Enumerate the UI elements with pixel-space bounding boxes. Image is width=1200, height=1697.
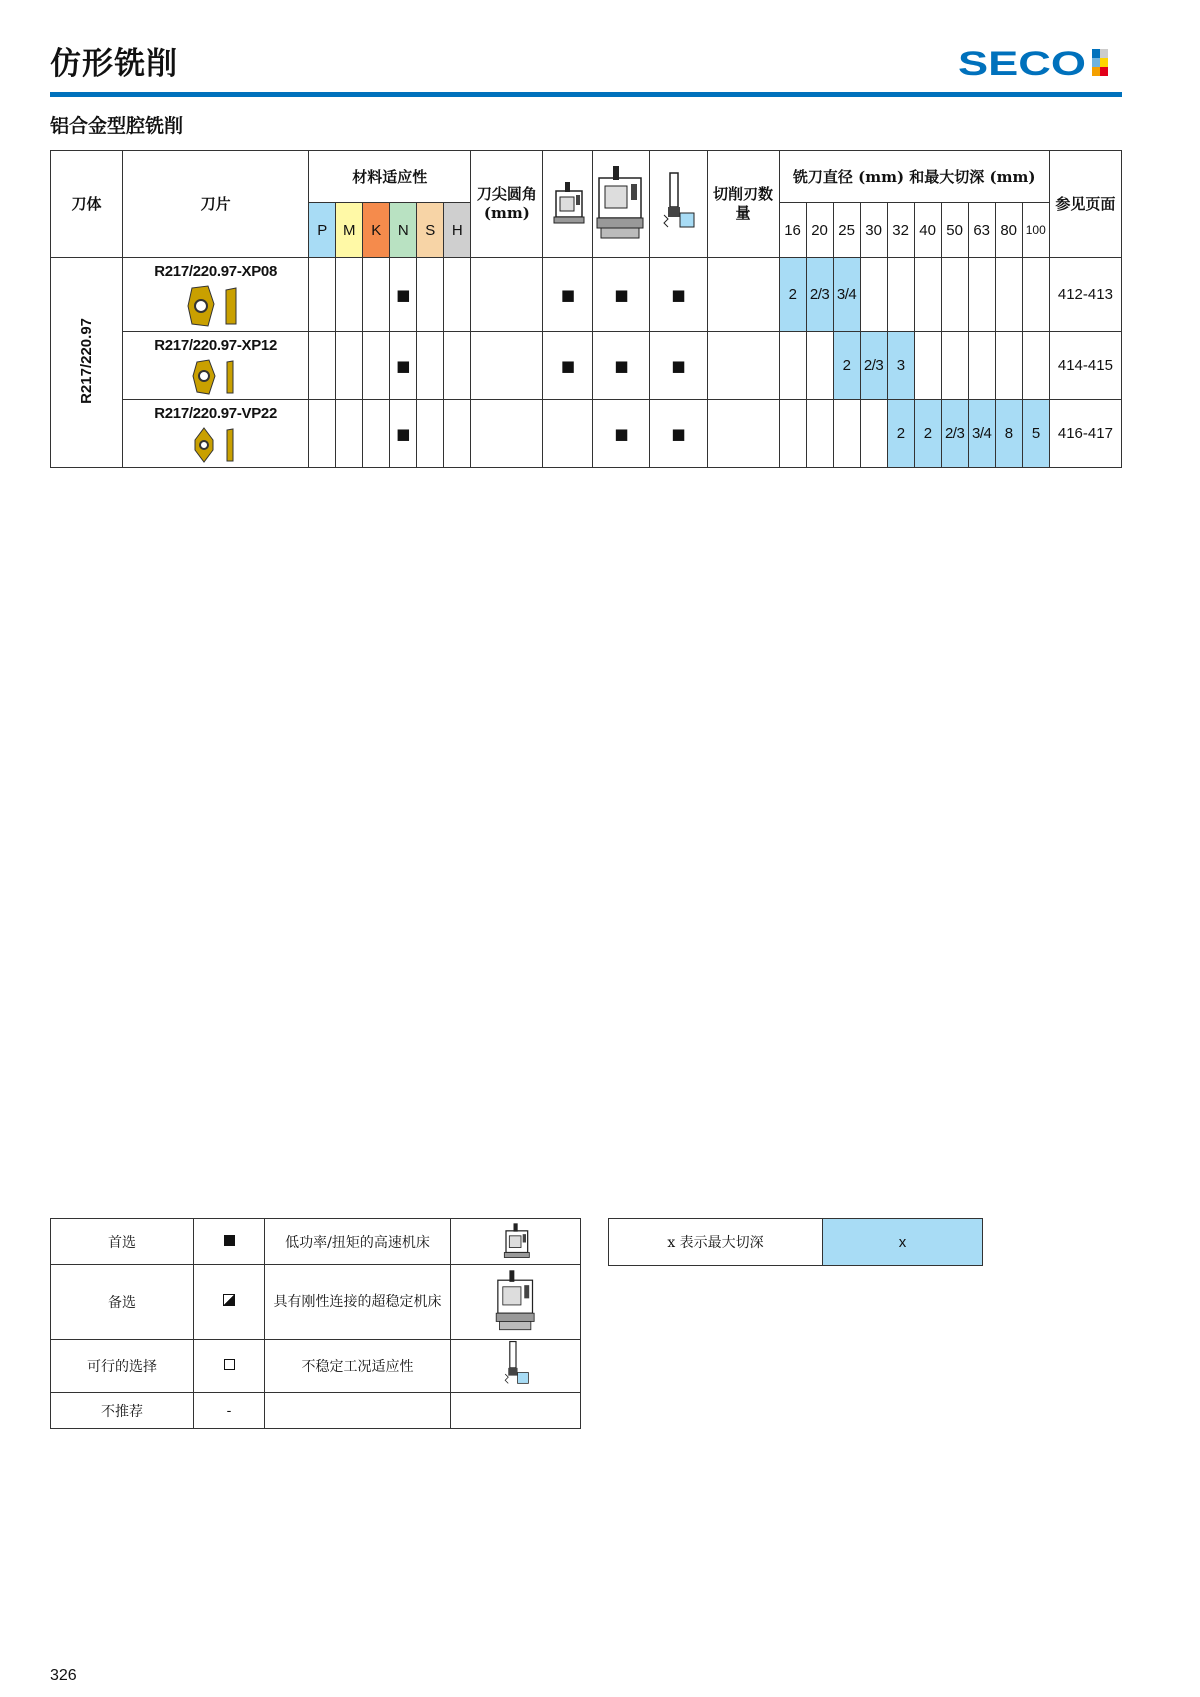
legend-not-recommended: 不推荐 <box>51 1393 194 1429</box>
material-cell: ■ <box>390 400 417 468</box>
insert-name: R217/220.97-VP22 <box>154 405 278 422</box>
material-k: K <box>363 203 390 258</box>
depth-cell: 5 <box>1022 400 1049 468</box>
legend-empty <box>451 1393 581 1429</box>
diameter-20: 20 <box>806 203 833 258</box>
insert-name: R217/220.97-XP12 <box>154 337 278 354</box>
page-title: 仿形铣削 <box>50 46 178 82</box>
diameter-80: 80 <box>995 203 1022 258</box>
page-ref-cell: 416-417 <box>1049 400 1121 468</box>
material-cell <box>336 332 363 400</box>
legend-preferred: 首选 <box>51 1219 194 1265</box>
page-ref-cell: 414-415 <box>1049 332 1121 400</box>
legend-machine-unstable-icon-cell <box>451 1340 581 1393</box>
depth-cell: 3/4 <box>833 258 860 332</box>
diameter-50: 50 <box>941 203 968 258</box>
header-insert: 刀片 <box>123 151 309 258</box>
depth-cell <box>860 400 887 468</box>
material-s: S <box>417 203 444 258</box>
header-machine-large <box>593 151 650 258</box>
material-cell <box>417 332 444 400</box>
material-cell <box>444 400 471 468</box>
material-cell: ■ <box>390 258 417 332</box>
insert-cell <box>123 400 309 468</box>
legend-machine-large: 具有刚性连接的超稳定机床 <box>265 1265 451 1340</box>
legend-feasible-symbol <box>194 1340 265 1393</box>
diameter-40: 40 <box>914 203 941 258</box>
diameter-100: 100 <box>1022 203 1049 258</box>
material-m: M <box>336 203 363 258</box>
legend-machine-large-icon-cell <box>451 1265 581 1340</box>
depth-cell: 2 <box>914 400 941 468</box>
insert-name: R217/220.97-XP08 <box>154 263 278 280</box>
machine-cell: ■ <box>593 258 650 332</box>
header-teeth: 切削刃数量 <box>707 151 779 258</box>
depth-cell: 2/3 <box>860 332 887 400</box>
svg-text:SECO: SECO <box>958 46 1086 80</box>
machine-cell: ■ <box>650 332 707 400</box>
depth-cell: 2 <box>833 332 860 400</box>
machine-cell: ■ <box>650 400 707 468</box>
machine-cell: ■ <box>543 258 593 332</box>
depth-cell: 2 <box>779 258 806 332</box>
header-unstable-setup <box>650 151 707 258</box>
depth-cell <box>779 400 806 468</box>
insert-cell <box>123 258 309 332</box>
body-name: R217/220.97 <box>78 317 96 404</box>
empty-square-icon <box>224 1359 235 1370</box>
legend-machine-small-icon-cell <box>451 1219 581 1265</box>
diameter-30: 30 <box>860 203 887 258</box>
depth-cell <box>779 332 806 400</box>
depth-cell: 2 <box>887 400 914 468</box>
depth-cell <box>887 258 914 332</box>
depth-cell <box>806 400 833 468</box>
material-cell: ■ <box>390 332 417 400</box>
teeth-cell <box>707 400 779 468</box>
large-machine-icon <box>493 1267 539 1333</box>
depth-cell: 2/3 <box>806 258 833 332</box>
unstable-setup-icon <box>660 171 696 233</box>
material-cell <box>363 332 390 400</box>
tooling-table <box>50 150 1122 468</box>
diameter-16: 16 <box>779 203 806 258</box>
header-body: 刀体 <box>51 151 123 258</box>
corner-cell <box>471 332 543 400</box>
diameter-63: 63 <box>968 203 995 258</box>
depth-cell: 3 <box>887 332 914 400</box>
header-rule <box>50 92 1122 97</box>
insert-xp08-icon <box>186 284 246 328</box>
depth-cell <box>995 332 1022 400</box>
material-cell <box>444 332 471 400</box>
material-cell <box>417 258 444 332</box>
depth-cell <box>833 400 860 468</box>
depth-cell <box>995 258 1022 332</box>
header-corner-radius: 刀尖圆角 (mm) <box>471 151 543 258</box>
material-cell <box>363 258 390 332</box>
legend-alternative-symbol <box>194 1265 265 1340</box>
depth-cell <box>860 258 887 332</box>
depth-cell <box>1022 332 1049 400</box>
material-cell <box>309 400 336 468</box>
machine-cell: ■ <box>593 400 650 468</box>
material-p: P <box>309 203 336 258</box>
seco-logo <box>958 46 1118 80</box>
legend-machine-small: 低功率/扭矩的高速机床 <box>265 1219 451 1265</box>
diameter-32: 32 <box>887 203 914 258</box>
table-row <box>51 258 1122 332</box>
teeth-cell <box>707 258 779 332</box>
teeth-cell <box>707 332 779 400</box>
depth-cell <box>1022 258 1049 332</box>
depth-cell <box>941 332 968 400</box>
large-machine-icon <box>595 162 647 242</box>
half-square-icon <box>223 1294 235 1306</box>
depth-cell: 3/4 <box>968 400 995 468</box>
depth-cell <box>941 258 968 332</box>
material-h: H <box>444 203 471 258</box>
material-cell <box>336 400 363 468</box>
header-diameter: 铣刀直径 (mm) 和最大切深 (mm) <box>779 151 1049 203</box>
material-cell <box>336 258 363 332</box>
depth-cell <box>968 332 995 400</box>
header-page: 参见页面 <box>1049 151 1121 258</box>
small-machine-icon <box>550 178 586 226</box>
depth-cell <box>914 258 941 332</box>
section-title: 铝合金型腔铣削 <box>50 115 184 137</box>
depth-cell <box>914 332 941 400</box>
material-cell <box>309 258 336 332</box>
legend-preferred-symbol <box>194 1219 265 1265</box>
page-ref-cell: 412-413 <box>1049 258 1121 332</box>
insert-cell <box>123 332 309 400</box>
depth-cell <box>806 332 833 400</box>
diameter-25: 25 <box>833 203 860 258</box>
small-machine-icon <box>500 1220 532 1260</box>
depth-legend-label: x 表示最大切深 <box>609 1219 823 1266</box>
table-row <box>51 332 1122 400</box>
insert-xp12-icon <box>191 358 241 396</box>
depth-legend-table <box>608 1218 983 1266</box>
material-cell <box>417 400 444 468</box>
legend-feasible: 可行的选择 <box>51 1340 194 1393</box>
legend-table <box>50 1218 581 1429</box>
legend-empty <box>265 1393 451 1429</box>
header-machine-small <box>543 151 593 258</box>
machine-cell: ■ <box>593 332 650 400</box>
depth-cell: 2/3 <box>941 400 968 468</box>
corner-cell <box>471 258 543 332</box>
depth-legend-value: x <box>823 1219 983 1266</box>
machine-cell <box>543 400 593 468</box>
material-cell <box>444 258 471 332</box>
table-row <box>51 400 1122 468</box>
page-number: 326 <box>50 1667 77 1684</box>
machine-cell: ■ <box>543 332 593 400</box>
legend-not-recommended-symbol: - <box>194 1393 265 1429</box>
material-n: N <box>390 203 417 258</box>
material-cell <box>363 400 390 468</box>
unstable-setup-icon <box>501 1340 531 1388</box>
header-material: 材料适应性 <box>309 151 471 203</box>
depth-cell <box>968 258 995 332</box>
insert-vp22-icon <box>191 426 241 464</box>
legend-alternative: 备选 <box>51 1265 194 1340</box>
machine-cell: ■ <box>650 258 707 332</box>
legend-machine-unstable: 不稳定工况适应性 <box>265 1340 451 1393</box>
material-cell <box>309 332 336 400</box>
depth-cell: 8 <box>995 400 1022 468</box>
body-cell <box>51 258 123 468</box>
filled-square-icon <box>224 1235 235 1246</box>
corner-cell <box>471 400 543 468</box>
